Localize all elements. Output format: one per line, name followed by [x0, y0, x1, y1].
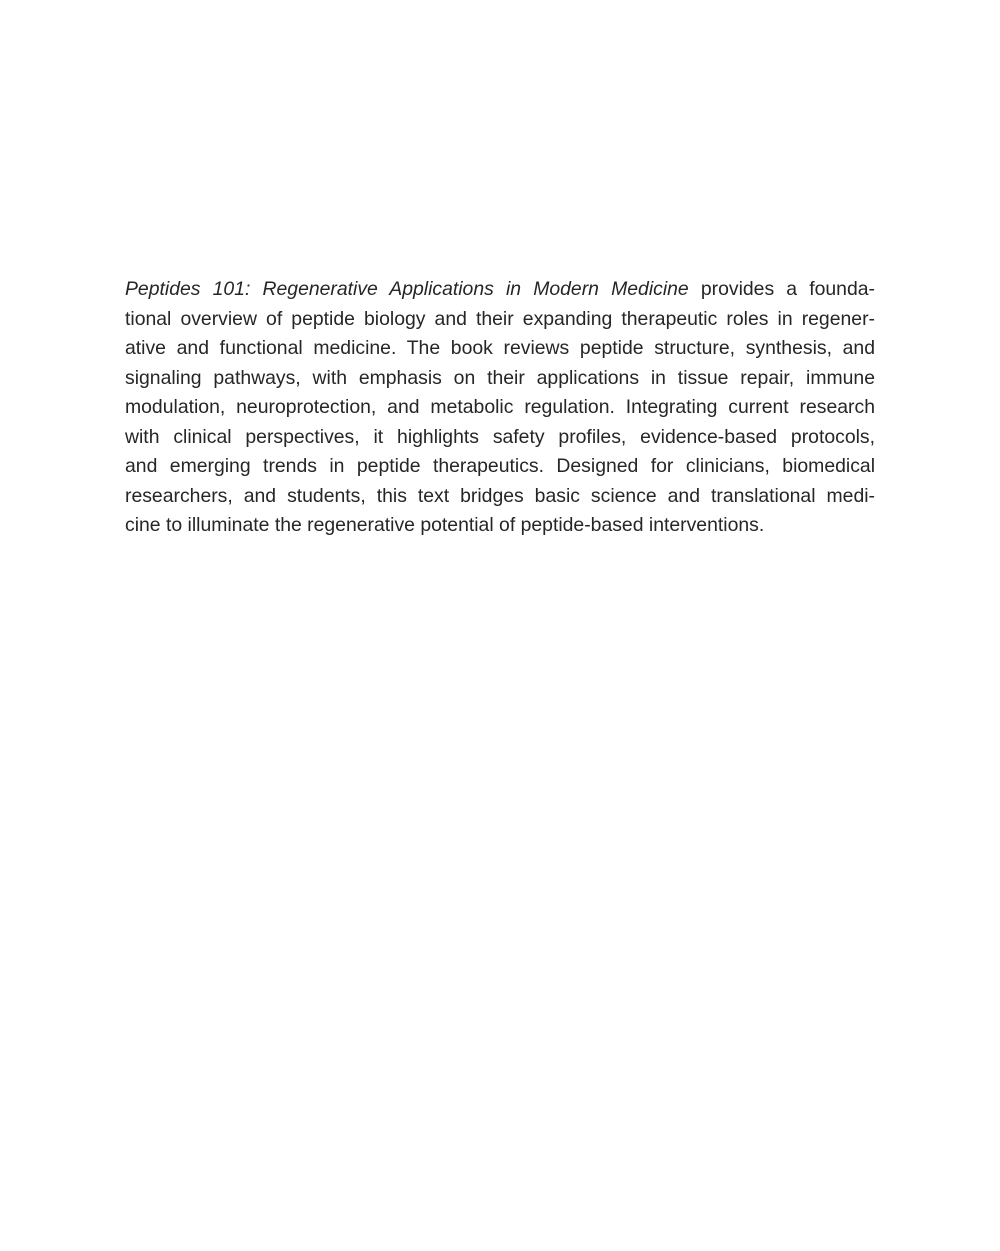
description-line-1 [125, 275, 875, 305]
description-line-6: with clinical perspectives, it highlights safety profiles, evidence-based protocols, [125, 425, 875, 448]
description-line-3: ative and functional medicine. The book reviews peptide structure, synthesis, and [125, 337, 875, 359]
book-description [125, 275, 875, 541]
description-line-5: modulation, neuroprotection, and metabolic regulation. Integrating current research [125, 396, 875, 418]
description-text: provides a founda- [688, 278, 875, 300]
description-line-4: signaling pathways, with emphasis on their applications in tissue repair, immune [125, 366, 875, 389]
description-line-8: researchers, and students, this text bridges basic science and translational medi- [125, 484, 875, 507]
book-title: Peptides 101: Regenerative Applications in Modern Medicine [125, 278, 689, 300]
description-line-2: tional overview of peptide biology and their expanding therapeutic roles in regener- [125, 307, 875, 330]
description-line-7: and emerging trends in peptide therapeutics. Designed for clinicians, biomedical [125, 455, 875, 477]
description-line-9: cine to illuminate the regenerative potential of peptide-based interventions. [125, 514, 765, 536]
